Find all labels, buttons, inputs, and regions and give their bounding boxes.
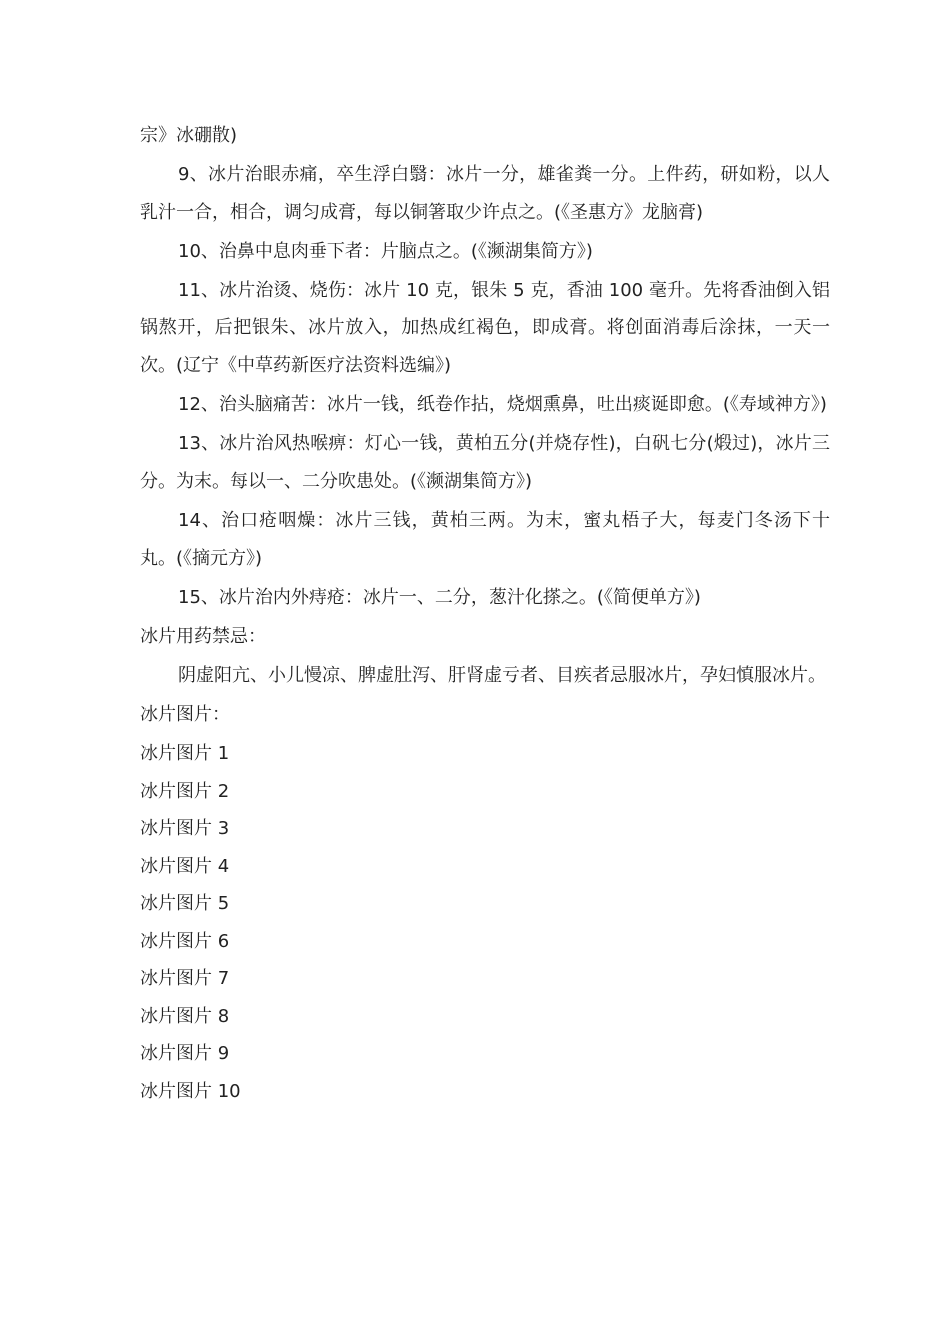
image-caption: 冰片图片 2: [140, 780, 230, 802]
paragraph: 10、治鼻中息肉垂下者：片脑点之。(《濒湖集简方》): [178, 240, 593, 262]
paragraph: 14、治口疮咽燥：冰片三钱，黄柏三两。为末，蜜丸梧子大，每麦门冬汤下十丸。(《摘元方》): [140, 509, 830, 569]
document-body: [140, 117, 830, 1110]
paragraph: 宗》冰硼散): [140, 125, 238, 146]
image-caption: 冰片图片 8: [140, 1005, 230, 1027]
image-caption: 冰片图片 1: [140, 743, 230, 764]
image-caption: 冰片图片 9: [140, 1043, 230, 1064]
image-caption: 冰片图片 7: [140, 968, 230, 989]
paragraph: 阴虚阳亢、小儿慢凉、脾虚肚泻、肝肾虚亏者、目疾者忌服冰片，孕妇慎服冰片。: [178, 664, 826, 686]
paragraph: 11、冰片治烫、烧伤：冰片 10 克，银朱 5 克，香油 100 毫升。先将香油倒入铝锅熬开，后把银朱、冰片放入，加热成红褐色，即成膏。将创面消毒后涂抹，一天一次。(辽宁《中草药新医疗法资料选编》): [140, 279, 830, 377]
paragraph: 9、冰片治眼赤痛，卒生浮白翳：冰片一分，雄雀粪一分。上件药，研如粉，以人乳汁一合，相合，调匀成膏，每以铜箸取少许点之。(《圣惠方》龙脑膏): [140, 164, 830, 223]
paragraph: 13、冰片治风热喉痹：灯心一钱，黄柏五分(并烧存性)，白矾七分(煅过)，冰片三分。为末。每以一、二分吹患处。(《濒湖集简方》): [140, 433, 830, 492]
section-heading: 冰片用药禁忌：: [140, 625, 266, 647]
image-caption: 冰片图片 5: [140, 893, 230, 914]
image-caption: 冰片图片 4: [140, 855, 230, 877]
image-caption: 冰片图片 3: [140, 818, 230, 839]
image-caption: 冰片图片 6: [140, 930, 230, 952]
section-heading: 冰片图片：: [140, 703, 230, 725]
image-caption-list: [140, 735, 830, 1110]
paragraph: 12、治头脑痛苦：冰片一钱，纸卷作拈，烧烟熏鼻，吐出痰诞即愈。(《寿域神方》): [178, 394, 827, 416]
paragraph: 15、冰片治内外痔疮：冰片一、二分，葱汁化搽之。(《简便单方》): [178, 586, 701, 608]
image-caption: 冰片图片 10: [140, 1080, 241, 1102]
